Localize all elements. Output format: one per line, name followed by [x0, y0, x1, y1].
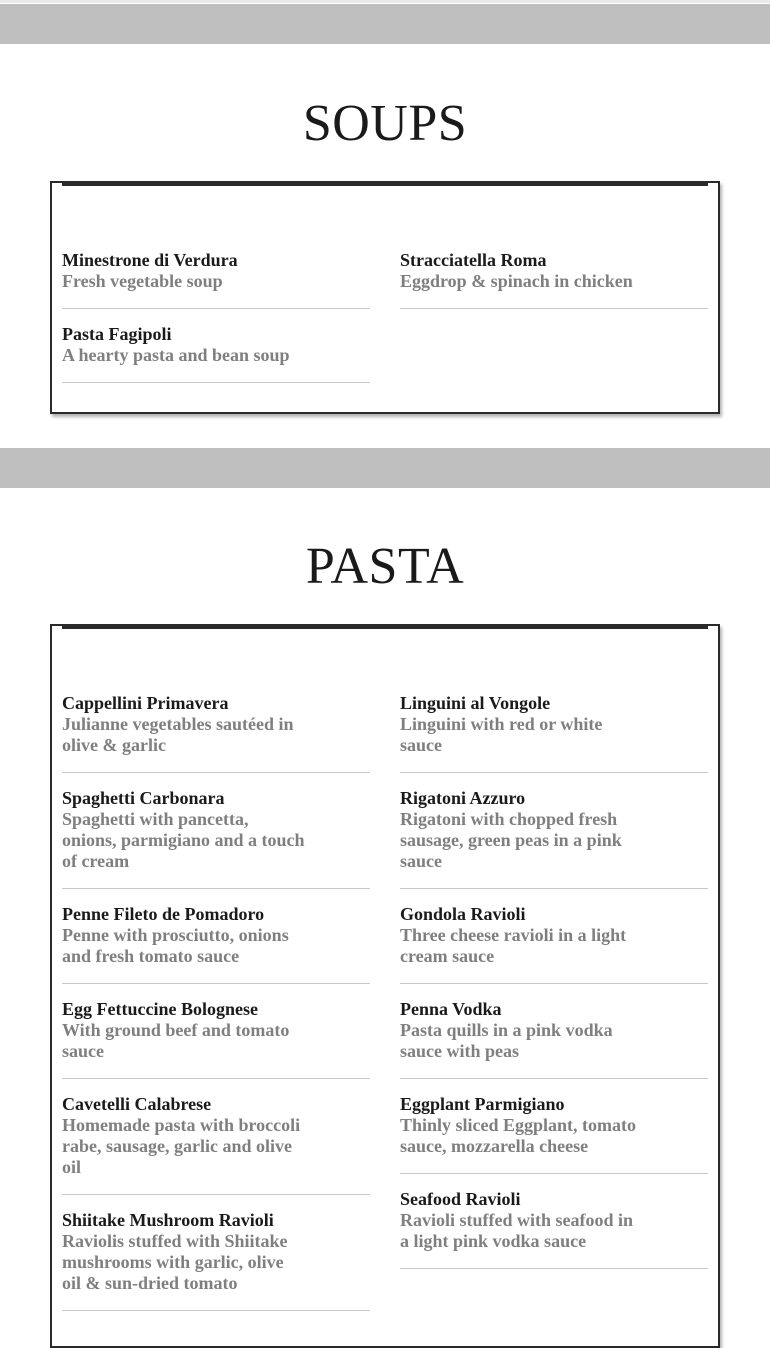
top-border	[0, 0, 770, 3]
menu-item	[62, 1210, 370, 1311]
menu-item-name: Minestrone di Verdura	[62, 250, 238, 270]
menu-item	[400, 904, 708, 984]
soups-right-column	[400, 250, 708, 324]
menu-item-name: Cappellini Primavera	[62, 693, 229, 713]
menu-item-name: Egg Fettuccine Bolognese	[62, 999, 258, 1019]
menu-item	[400, 1189, 708, 1269]
menu-item-description: Raviolis stuffed with Shiitake mushrooms with garlic, olive oil & sun-dried tomato	[62, 1231, 288, 1293]
menu-item	[400, 1094, 708, 1174]
menu-item	[400, 788, 708, 889]
menu-item-name: Shiitake Mushroom Ravioli	[62, 1210, 274, 1230]
soups-menu-box	[50, 181, 720, 414]
section-band-pasta	[0, 448, 770, 488]
box-top-rule	[62, 183, 708, 186]
menu-item	[400, 693, 708, 773]
menu-item-name: Linguini al Vongole	[400, 693, 551, 713]
menu-item-name: Spaghetti Carbonara	[62, 788, 225, 808]
menu-item-description: A hearty pasta and bean soup	[62, 345, 290, 365]
menu-item	[62, 250, 370, 309]
menu-item-description: Fresh vegetable soup	[62, 271, 223, 291]
menu-item-name: Gondola Ravioli	[400, 904, 526, 924]
menu-item-description: Homemade pasta with broccoli rabe, sausage, garlic and olive oil	[62, 1115, 301, 1177]
menu-item	[62, 788, 370, 889]
section-band-soups	[0, 4, 770, 44]
menu-item-description: Linguini with red or white sauce	[400, 714, 603, 755]
menu-item	[400, 250, 708, 309]
soups-left-column	[62, 250, 370, 398]
menu-item-description: Three cheese ravioli in a light cream sauce	[400, 925, 627, 966]
menu-item-description: Penne with prosciutto, onions and fresh tomato sauce	[62, 925, 289, 966]
menu-item-name: Eggplant Parmigiano	[400, 1094, 565, 1114]
box-top-rule	[62, 626, 708, 629]
pasta-right-column	[400, 693, 708, 1284]
menu-item-description: Thinly sliced Eggplant, tomato sauce, mozzarella cheese	[400, 1115, 637, 1156]
menu-item	[400, 999, 708, 1079]
menu-item	[62, 693, 370, 773]
menu-item-description: Eggdrop & spinach in chicken	[400, 271, 633, 291]
menu-item-name: Penna Vodka	[400, 999, 502, 1019]
menu-item	[62, 1094, 370, 1195]
menu-item	[62, 324, 370, 383]
menu-item-description: Julianne vegetables sautéed in olive & garlic	[62, 714, 294, 755]
menu-item	[62, 904, 370, 984]
menu-item-description: Pasta quills in a pink vodka sauce with peas	[400, 1020, 613, 1061]
menu-item	[62, 999, 370, 1079]
pasta-left-column	[62, 693, 370, 1326]
menu-item-name: Pasta Fagipoli	[62, 324, 172, 344]
menu-item-name: Stracciatella Roma	[400, 250, 547, 270]
menu-item-name: Seafood Ravioli	[400, 1189, 521, 1209]
section-title-pasta: PASTA	[305, 538, 465, 595]
menu-item-name: Rigatoni Azzuro	[400, 788, 526, 808]
menu-item-description: Ravioli stuffed with seafood in a light pink vodka sauce	[400, 1210, 634, 1251]
menu-item-description: Spaghetti with pancetta, onions, parmigiano and a touch of cream	[62, 809, 305, 871]
pasta-menu-box	[50, 624, 720, 1348]
menu-item-description: Rigatoni with chopped fresh sausage, green peas in a pink sauce	[400, 809, 622, 871]
section-title-soups: SOUPS	[302, 95, 468, 152]
menu-item-name: Penne Fileto de Pomadoro	[62, 904, 265, 924]
menu-item-description: With ground beef and tomato sauce	[62, 1020, 290, 1061]
menu-item-name: Cavetelli Calabrese	[62, 1094, 212, 1114]
